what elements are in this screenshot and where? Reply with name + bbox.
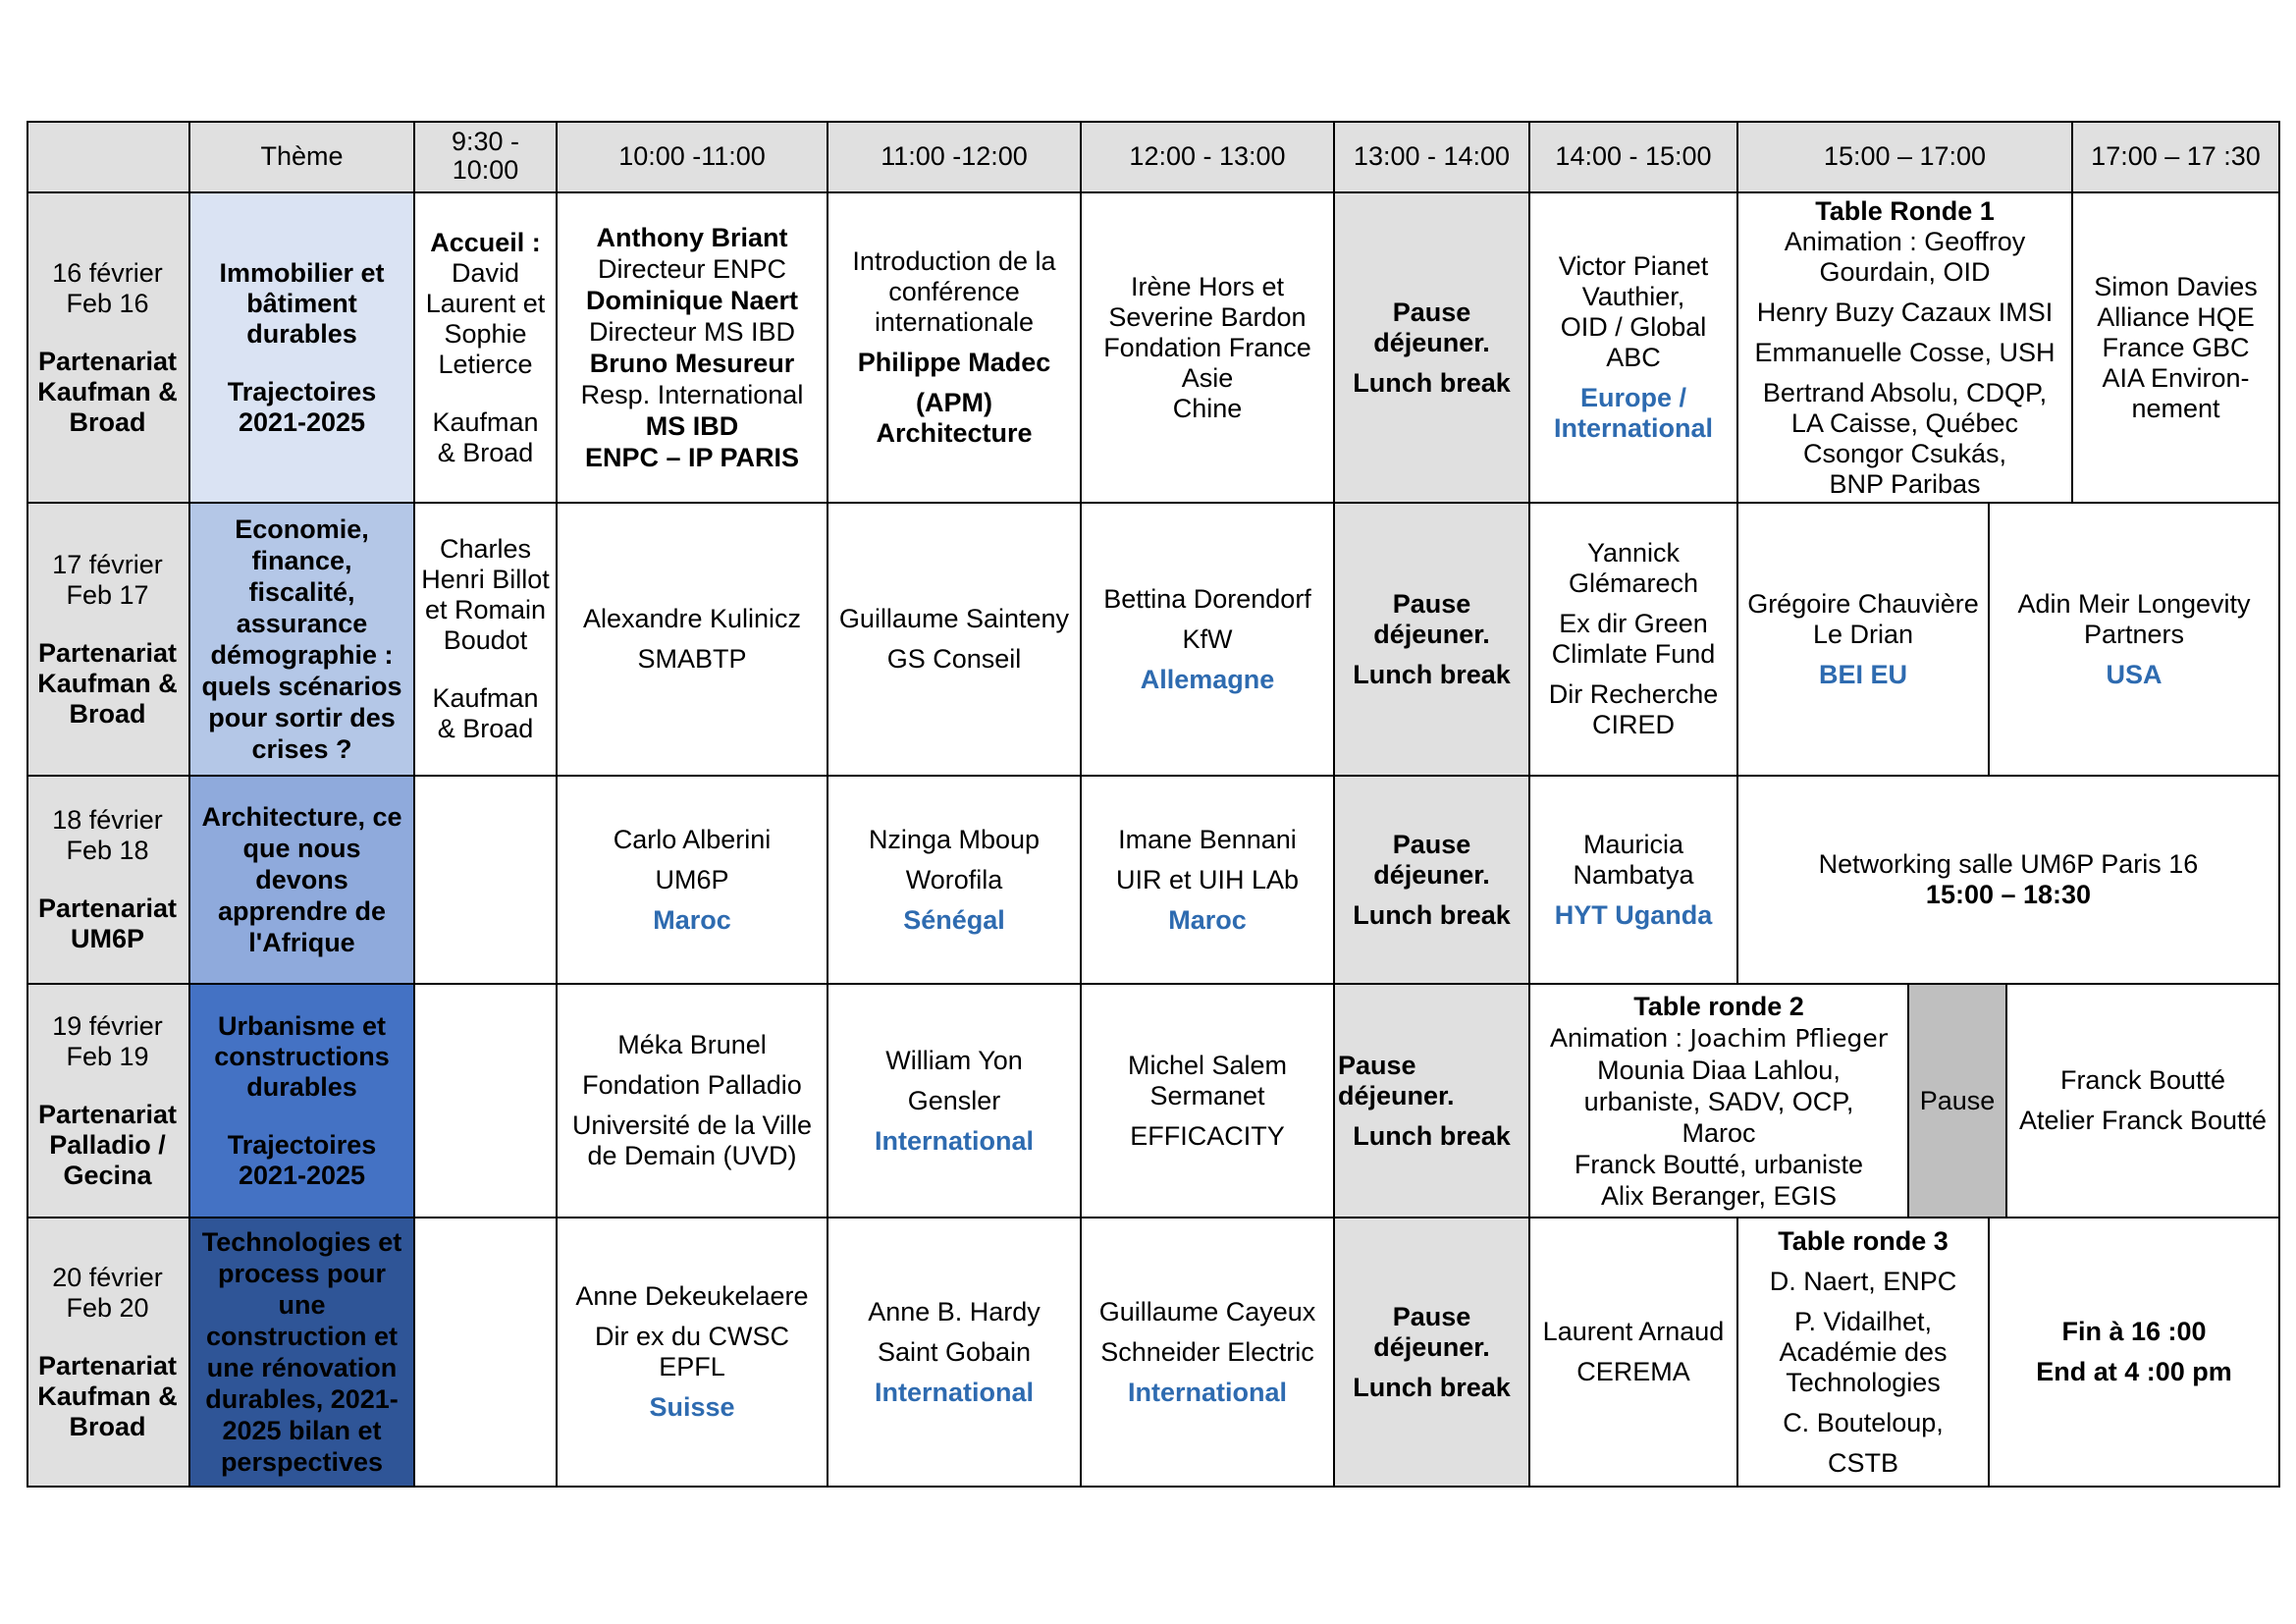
day2-theme-cell: Economie, finance, fiscalité, assurance démographie : quels scénarios pour sortir des crises ? [190, 504, 415, 777]
header-1200: 12:00 - 13:00 [1082, 121, 1335, 193]
day2-date-cell: 17 février Feb 17 Partenariat Kaufman & Broad [27, 504, 190, 777]
day4-pause: Pause [1909, 985, 2007, 1218]
day1-date-cell: 16 février Feb 16 Partenariat Kaufman & Broad [27, 193, 190, 504]
day4-session-1700: Franck Boutté Atelier Franck Boutté [2007, 985, 2280, 1218]
day5-lunch-break: Pause déjeuner. Lunch break [1335, 1218, 1530, 1488]
day2-session-1100: Guillaume Sainteny GS Conseil [828, 504, 1082, 777]
day1-session-1000: Anthony Briant Directeur ENPC Dominique Naert Directeur MS IBD Bruno Mesureur Resp. International MS IBD ENPC – IP PARIS [558, 193, 828, 504]
day1-session-1200: Irène Hors et Severine Bardon Fondation France Asie Chine [1082, 193, 1335, 504]
day5-theme-cell: Technologies et process pour une construction et une rénovation durables, 2021- 2025 bilan et perspectives [190, 1218, 415, 1488]
day1-lunch-break: Pause déjeuner. Lunch break [1335, 193, 1530, 504]
day1-session-1700: Simon Davies Alliance HQE France GBC AIA Environ- nement [2073, 193, 2280, 504]
day4-session-0930 [415, 985, 558, 1218]
header-0930: 9:30 - 10:00 [415, 121, 558, 193]
header-1100: 11:00 -12:00 [828, 121, 1082, 193]
day3-session-1000: Carlo Alberini UM6P Maroc [558, 777, 828, 985]
day1-session-1400: Victor Pianet Vauthier, OID / Global ABC Europe / International [1530, 193, 1738, 504]
day3-session-1400: Mauricia Nambatya HYT Uganda [1530, 777, 1738, 985]
day4-session-1200: Michel Salem Sermanet EFFICACITY [1082, 985, 1335, 1218]
day1-session-1100: Introduction de la conférence internationale Philippe Madec (APM) Architecture [828, 193, 1082, 504]
day1-table-ronde-1: Table Ronde 1 Animation : Geoffroy Gourdain, OID Henry Buzy Cazaux IMSI Emmanuelle Cosse, USH Bertrand Absolu, CDQP, LA Caisse, Québec Csongor Csukás, BNP Paribas [1738, 193, 2073, 504]
header-1700: 17:00 – 17 :30 [2073, 121, 2280, 193]
day1-theme-cell: Immobilier et bâtiment durables Trajectoires 2021-2025 [190, 193, 415, 504]
day5-session-0930 [415, 1218, 558, 1488]
day3-lunch-break: Pause déjeuner. Lunch break [1335, 777, 1530, 985]
day1-session-0930: Accueil : David Laurent et Sophie Letierce Kaufman & Broad [415, 193, 558, 504]
header-1400: 14:00 - 15:00 [1530, 121, 1738, 193]
day5-table-ronde-3: Table ronde 3 D. Naert, ENPC P. Vidailhet, Académie des Technologies C. Bouteloup, CSTB [1738, 1218, 1990, 1488]
day2-session-1200: Bettina Dorendorf KfW Allemagne [1082, 504, 1335, 777]
day4-table-ronde-2: Table ronde 2 Animation : Joachim Pflieger Mounia Diaa Lahlou, urbaniste, SADV, OCP, Maroc Franck Boutté, urbaniste Alix Beranger, EGIS [1530, 985, 1909, 1218]
header-theme: Thème [190, 121, 415, 193]
day3-date-cell: 18 février Feb 18 Partenariat UM6P [27, 777, 190, 985]
header-1500: 15:00 – 17:00 [1738, 121, 2073, 193]
day2-session-0930: Charles Henri Billot et Romain Boudot Kaufman & Broad [415, 504, 558, 777]
day2-session-1000: Alexandre Kulinicz SMABTP [558, 504, 828, 777]
day2-session-1500: Grégoire Chauvière Le Drian BEI EU [1738, 504, 1990, 777]
day3-theme-cell: Architecture, ce que nous devons apprendre de l'Afrique [190, 777, 415, 985]
day5-date-cell: 20 février Feb 20 Partenariat Kaufman & Broad [27, 1218, 190, 1488]
schedule-table [27, 121, 2280, 1488]
day3-session-0930 [415, 777, 558, 985]
day2-lunch-break: Pause déjeuner. Lunch break [1335, 504, 1530, 777]
day4-date-cell: 19 février Feb 19 Partenariat Palladio / Gecina [27, 985, 190, 1218]
day3-session-1200: Imane Bennani UIR et UIH LAb Maroc [1082, 777, 1335, 985]
header-1000: 10:00 -11:00 [558, 121, 828, 193]
day5-session-1200: Guillaume Cayeux Schneider Electric International [1082, 1218, 1335, 1488]
day4-session-1000: Méka Brunel Fondation Palladio Université de la Ville de Demain (UVD) [558, 985, 828, 1218]
header-empty-cell [27, 121, 190, 193]
header-1300: 13:00 - 14:00 [1335, 121, 1530, 193]
day4-lunch-break: Pause déjeuner. Lunch break [1335, 985, 1530, 1218]
day5-session-1100: Anne B. Hardy Saint Gobain International [828, 1218, 1082, 1488]
day4-theme-cell: Urbanisme et constructions durables Trajectoires 2021-2025 [190, 985, 415, 1218]
day3-session-1100: Nzinga Mboup Worofila Sénégal [828, 777, 1082, 985]
day5-session-1400: Laurent Arnaud CEREMA [1530, 1218, 1738, 1488]
day2-session-1400: Yannick Glémarech Ex dir Green Climlate Fund Dir Recherche CIRED [1530, 504, 1738, 777]
day4-session-1100: William Yon Gensler International [828, 985, 1082, 1218]
day5-session-1700: Fin à 16 :00 End at 4 :00 pm [1990, 1218, 2280, 1488]
day3-networking: Networking salle UM6P Paris 16 15:00 – 18:30 [1738, 777, 2280, 985]
day2-session-1700: Adin Meir Longevity Partners USA [1990, 504, 2280, 777]
day5-session-1000: Anne Dekeukelaere Dir ex du CWSC EPFL Suisse [558, 1218, 828, 1488]
